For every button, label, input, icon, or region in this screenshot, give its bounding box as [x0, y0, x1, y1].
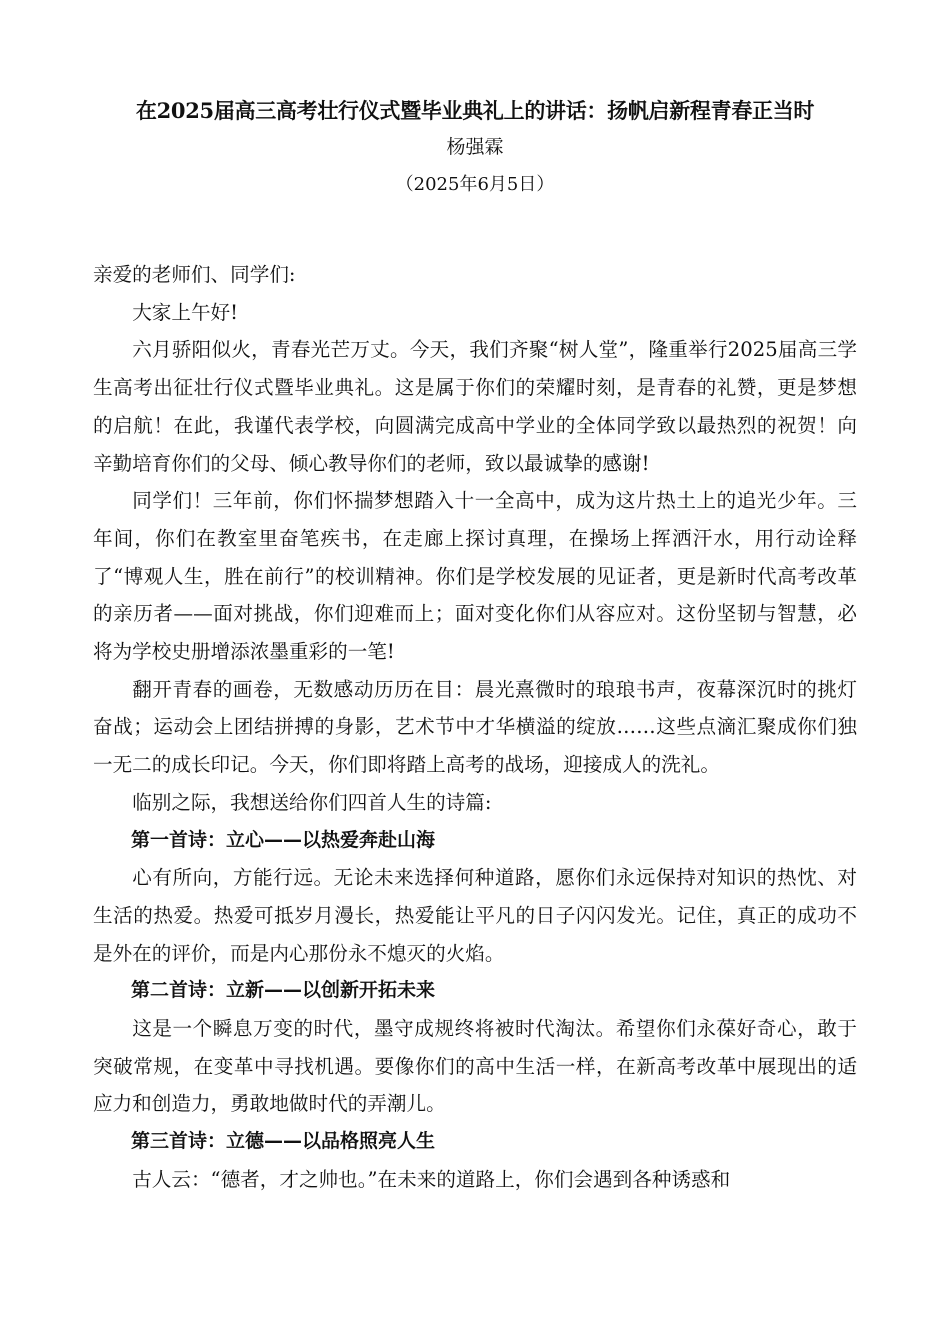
- poem-1-heading: 第一首诗：立心——以热爱奔赴山海: [131, 828, 436, 851]
- paragraph: 同学们！三年前，你们怀揣梦想踏入十一全高中，成为这片热土上的追光少年。三年间，你们在教室里奋笔疾书，在走廊上探讨真理，在操场上挥洒汗水，用行动诠释了“博观人生，胜在前行”的校训精神。你们是学校发展的见证者，更是新时代高考改革的亲历者——面对挑战，你们迎难而上；面对变化你们从容应对。这份坚韧与智慧，必将为学校史册增添浓墨重彩的一笔!: [93, 489, 857, 664]
- document-page: [93, 96, 857, 1199]
- poem-3-text: 古人云：“德者，才之帅也。”在未来的道路上，你们会遇到各种诱惑和: [132, 1167, 731, 1191]
- document-title: 在2025届高三高考壮行仪式暨毕业典礼上的讲话：扬帆启新程青春正当时: [135, 98, 815, 123]
- speech-date: （2025年6月5日）: [395, 174, 555, 195]
- greeting: 大家上午好!: [132, 300, 239, 324]
- poem-1-text: 心有所向，方能行远。无论未来选择何种道路，愿你们永远保持对知识的热忱、对生活的热爱。热爱可抵岁月漫长，热爱能让平凡的日子闪闪发光。记住，真正的成功不是外在的评价，而是内心那份永不熄灭的火焰。: [93, 866, 857, 965]
- poem-2-text: 这是一个瞬息万变的时代，墨守成规终将被时代淘汰。希望你们永葆好奇心，敢于突破常规，在变革中寻找机遇。要像你们的高中生活一样，在新高考改革中展现出的适应力和创造力，勇敢地做时代的弄潮儿。: [93, 1017, 857, 1116]
- paragraph: 临别之际，我想送给你们四首人生的诗篇:: [132, 790, 492, 814]
- poem-3-heading: 第三首诗：立德——以品格照亮人生: [131, 1130, 436, 1153]
- author-name: 杨强霖: [446, 136, 504, 158]
- salutation: 亲爱的老师们、同学们:: [93, 263, 296, 286]
- poem-2-heading: 第二首诗：立新——以创新开拓未来: [131, 979, 436, 1002]
- paragraph: 翻开青春的画卷，无数感动历历在目：晨光熹微时的琅琅书声，夜幕深沉时的挑灯奋战；运动会上团结拼搏的身影，艺术节中才华横溢的绽放……这些点滴汇聚成你们独一无二的成长印记。今天，你们即将踏上高考的战场，迎接成人的洗礼。: [93, 677, 857, 777]
- speech-body: [93, 256, 857, 1199]
- paragraph: 六月骄阳似火，青春光芒万丈。今天，我们齐聚“树人堂”，隆重举行2025届高三学生高考出征壮行仪式暨毕业典礼。这是属于你们的荣耀时刻，是青春的礼赞，更是梦想的启航！在此，我谨代表学校，向圆满完成高中学业的全体同学致以最热烈的祝贺！向辛勤培育你们的父母、倾心教导你们的老师，致以最诚挚的感谢!: [93, 338, 857, 475]
